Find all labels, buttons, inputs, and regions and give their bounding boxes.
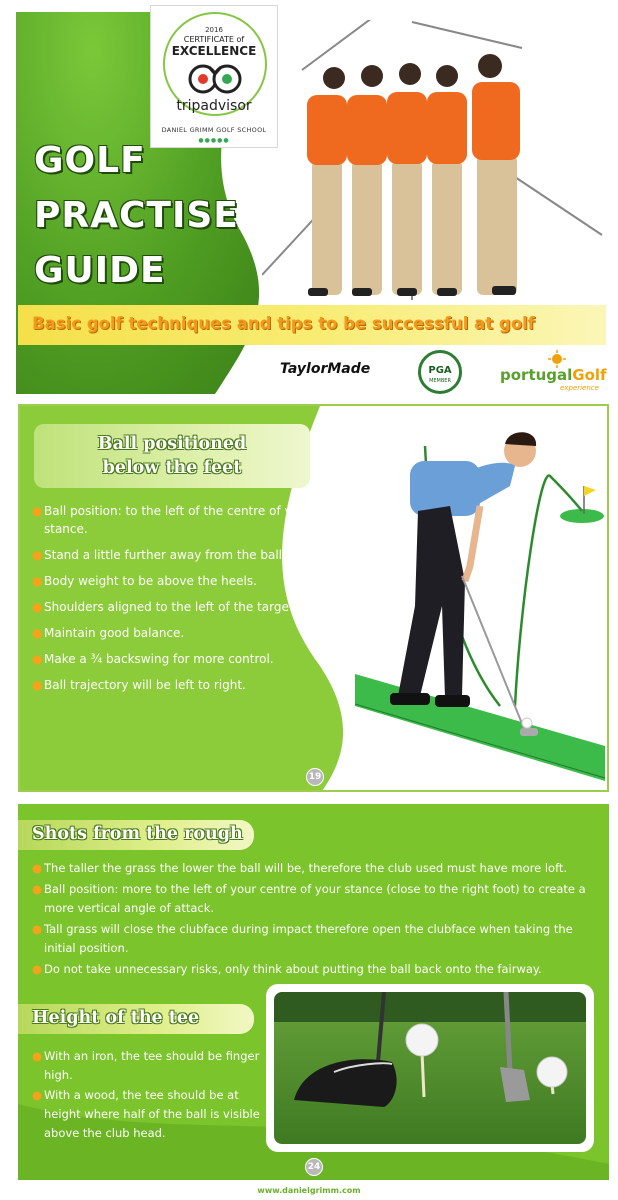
badge-year: 2016 [205,26,223,34]
list-item [32,572,322,590]
tee-heading: Height of the tee [32,1008,200,1028]
golf-ball-icon [406,1024,438,1056]
list-item [32,502,322,538]
tee-height-photo-frame [266,984,594,1152]
golfer-swing-sequence-image [262,20,612,305]
list-item-text: Stand a little further away from the ball. [44,548,286,562]
tripadvisor-owl-icon [185,62,245,96]
list-item [32,1086,272,1143]
list-item-text: Do not take unnecessary risks, only think about putting the ball back onto the fairway. [44,962,542,976]
tagline-text: Basic golf techniques and tips to be successful at golf [32,314,535,333]
page-number: 24 [305,1158,323,1176]
list-item [32,880,602,918]
bullet-dot-icon: ● [32,504,43,518]
portugal-golf-logo-subtext: experience [560,384,599,392]
bullet-dot-icon: ● [32,1088,43,1102]
list-item-text: Ball position: to the left of the centre of your stance. [44,504,312,536]
cover-title-line-3: GUIDE [34,250,166,291]
list-item [32,859,602,878]
badge-school-name: DANIEL GRIMM GOLF SCHOOL [161,126,267,134]
list-item-text: Tall grass will close the clubface during impact therefore open the clubface when taking the initial position. [44,922,573,955]
list-item [32,960,602,979]
bullet-dot-icon: ● [32,861,43,875]
list-item [32,624,322,642]
footer-url: www.danielgrimm.com [257,1186,361,1195]
list-item-text: Ball trajectory will be left to right. [44,678,246,692]
portugal-golf-logo-part-1: portugal [500,366,573,384]
bullet-dot-icon: ● [32,962,43,976]
list-item-text: Ball position: more to the left of your centre of your stance (close to the right foot) to create a more vertical angle of attack. [44,882,586,915]
bullet-dot-icon: ● [32,1049,43,1063]
rough-heading-box [18,820,254,850]
page-19-title-box [34,424,310,488]
bullet-dot-icon: ● [32,678,43,692]
golf-ball-icon [522,718,532,728]
list-item-text: With a wood, the tee should be at height where half of the ball is visible above the club head. [44,1088,260,1140]
list-item-text: Shoulders aligned to the left of the target. [44,600,298,614]
tee-height-photo [274,992,586,1144]
golfer-address-illustration [350,406,609,792]
pga-logo-text: PGA [428,365,452,376]
list-item [32,676,322,694]
list-item-text: Make a ¾ backswing for more control. [44,652,274,666]
list-item [32,650,322,668]
list-item-text: The taller the grass the lower the ball will be, therefore the club used must have more loft. [44,861,568,875]
badge-rating-dots: ●●●●● [198,137,230,144]
cover-title-line-2: PRACTISE [34,195,239,236]
bullet-dot-icon: ● [32,652,43,666]
rough-heading: Shots from the rough [32,824,243,844]
cover-title-line-1: GOLF [34,140,146,181]
list-item [32,1047,272,1085]
bullet-dot-icon: ● [32,626,43,640]
page-19-title-line-2: below the feet [102,458,242,478]
badge-brand: tripadvisor [176,98,252,114]
bullet-dot-icon: ● [32,600,43,614]
bullet-dot-icon: ● [32,574,43,588]
tee-heading-box [18,1004,254,1034]
page-19-ball-below-feet [18,404,609,792]
tee-bullet-list [32,1047,272,1144]
list-item-text: Maintain good balance. [44,626,185,640]
golf-ball-icon [537,1057,567,1087]
page-number: 19 [306,768,324,786]
taylormade-logo: TaylorMade [280,361,371,377]
portugal-golf-logo-part-2: Golf [572,366,607,384]
list-item [32,920,602,958]
badge-certificate-of: CERTIFICATE of [183,35,245,44]
list-item-text: With an iron, the tee should be finger high. [44,1049,260,1082]
pga-member-logo [418,350,462,394]
bullet-dot-icon: ● [32,548,43,562]
rough-bullet-list [32,859,602,981]
portugal-golf-logo [500,366,607,384]
bullet-dot-icon: ● [32,922,43,936]
tripadvisor-certificate-badge [150,5,278,148]
badge-excellence: EXCELLENCE [171,44,257,58]
list-item-text: Body weight to be above the heels. [44,574,257,588]
page-24-rough-and-tee [18,804,609,1180]
pga-logo-subtext: MEMBER [429,378,451,384]
bullet-dot-icon: ● [32,882,43,896]
page-19-title-line-1: Ball positioned [97,434,247,454]
page-19-bullet-list [32,502,322,702]
list-item [32,598,322,616]
list-item [32,546,322,564]
flag-icon [584,486,596,496]
cover-panel [0,0,618,400]
tagline-banner [18,305,606,345]
